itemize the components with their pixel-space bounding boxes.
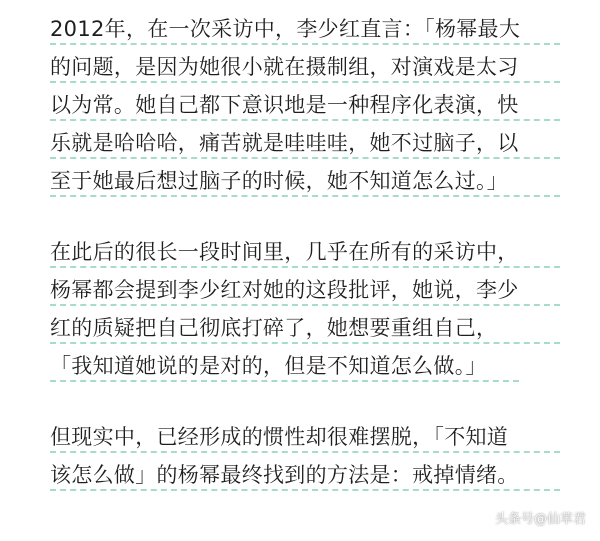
text-line: 2012年，在一次采访中，李少红直言：「杨幂最大	[50, 10, 560, 48]
text-line: 在此后的很长一段时间里，几乎在所有的采访中，	[50, 233, 560, 271]
text-line: 「我知道她说的是对的，但是不知道怎么做。」	[50, 347, 560, 385]
text-line: 红的质疑把自己彻底打碎了，她想要重组自己，	[50, 309, 560, 347]
paragraph-3	[50, 418, 560, 494]
text-line: 该怎么做」的杨幂最终找到的方法是：戒掉情绪。	[50, 456, 560, 494]
paragraph-1	[50, 10, 560, 200]
text-line: 杨幂都会提到李少红对她的这段批评，她说，李少	[50, 271, 560, 309]
paragraph-2	[50, 233, 560, 385]
text-line: 的问题，是因为她很小就在摄制组，对演戏是太习	[50, 48, 560, 86]
watermark	[477, 508, 586, 527]
text-line: 但现实中，已经形成的惯性却很难摆脱，「不知道	[50, 418, 560, 456]
text-line: 以为常。她自己都下意识地是一种程序化表演，快	[50, 86, 560, 124]
text-line: 乐就是哈哈哈，痛苦就是哇哇哇，她不过脑子，以	[50, 124, 560, 162]
chat-bubble-icon	[477, 509, 491, 527]
article-body	[50, 10, 560, 527]
watermark-text: 头条号@仙草君	[494, 512, 586, 527]
text-line: 至于她最后想过脑子的时候，她不知道怎么过。」	[50, 162, 560, 200]
